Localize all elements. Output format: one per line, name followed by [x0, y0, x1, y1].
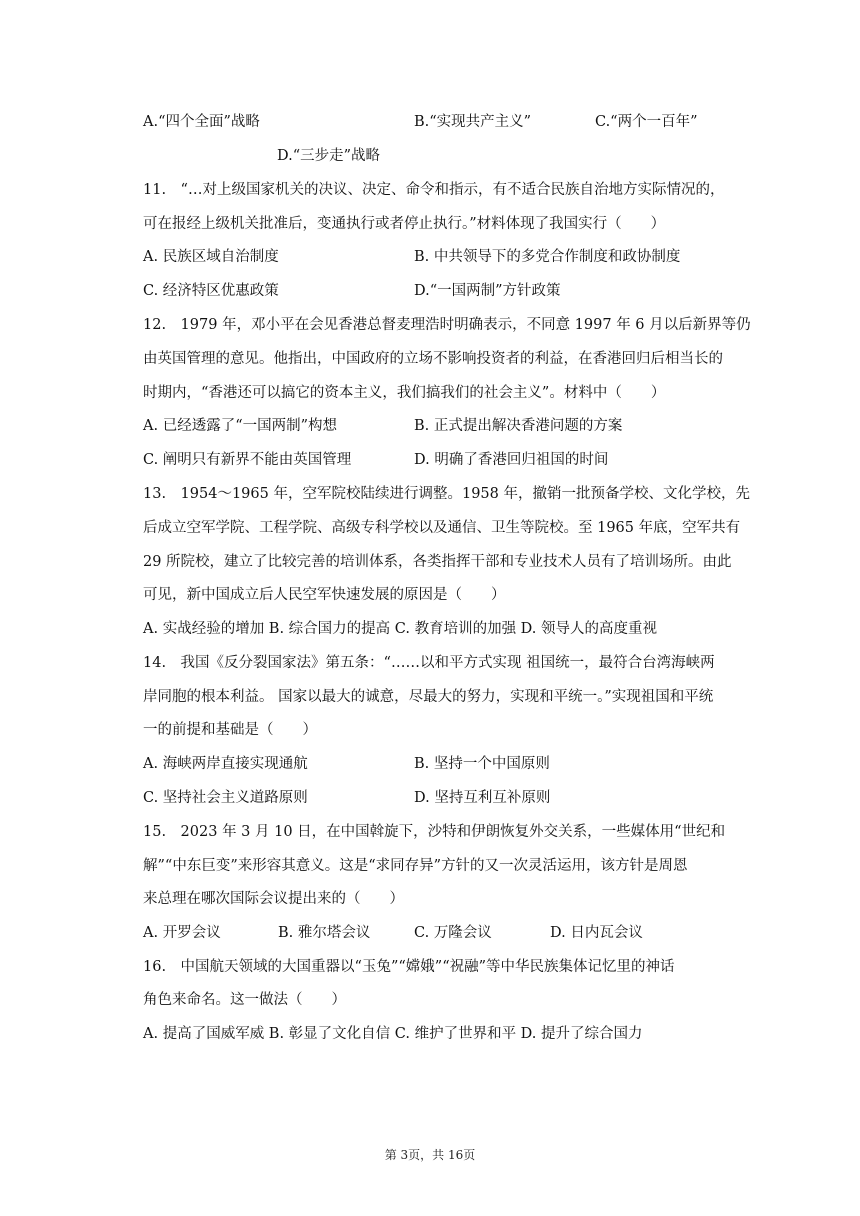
q12-stem-line-3: 时期内，“香港还可以搞它的资本主义，我们搞我们的社会主义”。材料中（ ） — [143, 385, 666, 401]
q15-option-c: C. 万隆会议 — [414, 925, 492, 941]
q13-stem-line-4: 可见，新中国成立后人民空军快速发展的原因是（ ） — [143, 587, 506, 603]
q15-option-a: A. 开罗会议 — [143, 925, 221, 941]
q12-option-d: D. 明确了香港回归祖国的时间 — [414, 452, 609, 468]
q12-stem-line-1: 12. 1979 年，邓小平在会见香港总督麦理浩时明确表示，不同意 1997 年 6 月以后新界等仍 — [143, 317, 751, 333]
q15-stem-line-1: 15. 2023 年 3 月 10 日，在中国斡旋下，沙特和伊朗恢复外交关系，一些媒体用“世纪和 — [143, 824, 726, 840]
q15-stem-line-3: 来总理在哪次国际会议提出来的（ ） — [143, 891, 404, 907]
q13-stem-line-2: 后成立空军学院、工程学院、高级专科学校以及通信、卫生等院校。至 1965 年底，空军共有 — [143, 520, 741, 536]
q10-option-c: C.“两个一百年” — [595, 114, 698, 130]
q15-option-d: D. 日内瓦会议 — [550, 925, 643, 941]
q16-stem-line-2: 角色来命名。这一做法（ ） — [143, 992, 346, 1008]
q12-stem-line-2: 由英国管理的意见。他指出，中国政府的立场不影响投资者的利益，在香港回归后相当长的 — [143, 351, 723, 367]
q15-option-b: B. 雅尔塔会议 — [278, 925, 371, 941]
q11-option-d: D.“一国两制”方针政策 — [414, 283, 561, 299]
q14-stem-line-2: 岸同胞的根本利益。 国家以最大的诚意，尽最大的努力，实现和平统一。”实现祖国和平统 — [143, 689, 714, 705]
q10-option-a: A.“四个全面”战略 — [143, 114, 260, 130]
q12-option-b: B. 正式提出解决香港问题的方案 — [414, 418, 623, 434]
q14-option-a: A. 海峡两岸直接实现通航 — [143, 756, 308, 772]
q11-option-c: C. 经济特区优惠政策 — [143, 283, 279, 299]
q11-stem-line-2: 可在报经上级机关批准后，变通执行或者停止执行。”材料体现了我国实行（ ） — [143, 216, 666, 232]
q11-option-b: B. 中共领导下的多党合作制度和政协制度 — [414, 249, 681, 265]
q12-option-c: C. 阐明只有新界不能由英国管理 — [143, 452, 352, 468]
q14-option-c: C. 坚持社会主义道路原则 — [143, 790, 308, 806]
q15-stem-line-2: 解”“中东巨变”来形容其意义。这是“求同存异”方针的又一次灵活运用，该方针是周恩 — [143, 858, 688, 874]
page-footer: 第 3页，共 16页 — [384, 1148, 476, 1162]
q13-stem-line-3: 29 所院校，建立了比较完善的培训体系，各类指挥干部和专业技术人员有了培训场所。由此 — [143, 554, 732, 570]
q13-options: A. 实战经验的增加 B. 综合国力的提高 C. 教育培训的加强 D. 领导人的高度重视 — [143, 621, 658, 637]
q16-options: A. 提高了国威军威 B. 彰显了文化自信 C. 维护了世界和平 D. 提升了综合国力 — [143, 1026, 643, 1042]
q10-option-d: D.“三步走”战略 — [277, 148, 381, 164]
q14-option-d: D. 坚持互利互补原则 — [414, 790, 551, 806]
q11-option-a: A. 民族区域自治制度 — [143, 249, 279, 265]
q12-option-a: A. 已经透露了“一国两制”构想 — [143, 418, 338, 434]
q14-stem-line-1: 14. 我国《反分裂国家法》第五条：“……以和平方式实现 祖国统一，最符合台湾海峡两 — [143, 655, 715, 671]
q10-option-b: B.“实现共产主义” — [414, 114, 532, 130]
q16-stem-line-1: 16. 中国航天领域的大国重器以“玉兔”“嫦娥”“祝融”等中华民族集体记忆里的神话 — [143, 959, 675, 975]
q14-stem-line-3: 一的前提和基础是（ ） — [143, 722, 317, 738]
q11-stem-line-1: 11. “…对上级国家机关的决议、决定、命令和指示，有不适合民族自治地方实际情况的， — [143, 182, 725, 198]
q14-option-b: B. 坚持一个中国原则 — [414, 756, 550, 772]
q13-stem-line-1: 13. 1954～1965 年，空军院校陆续进行调整。1958 年，撤销一批预备学校、文化学校，先 — [143, 486, 750, 502]
